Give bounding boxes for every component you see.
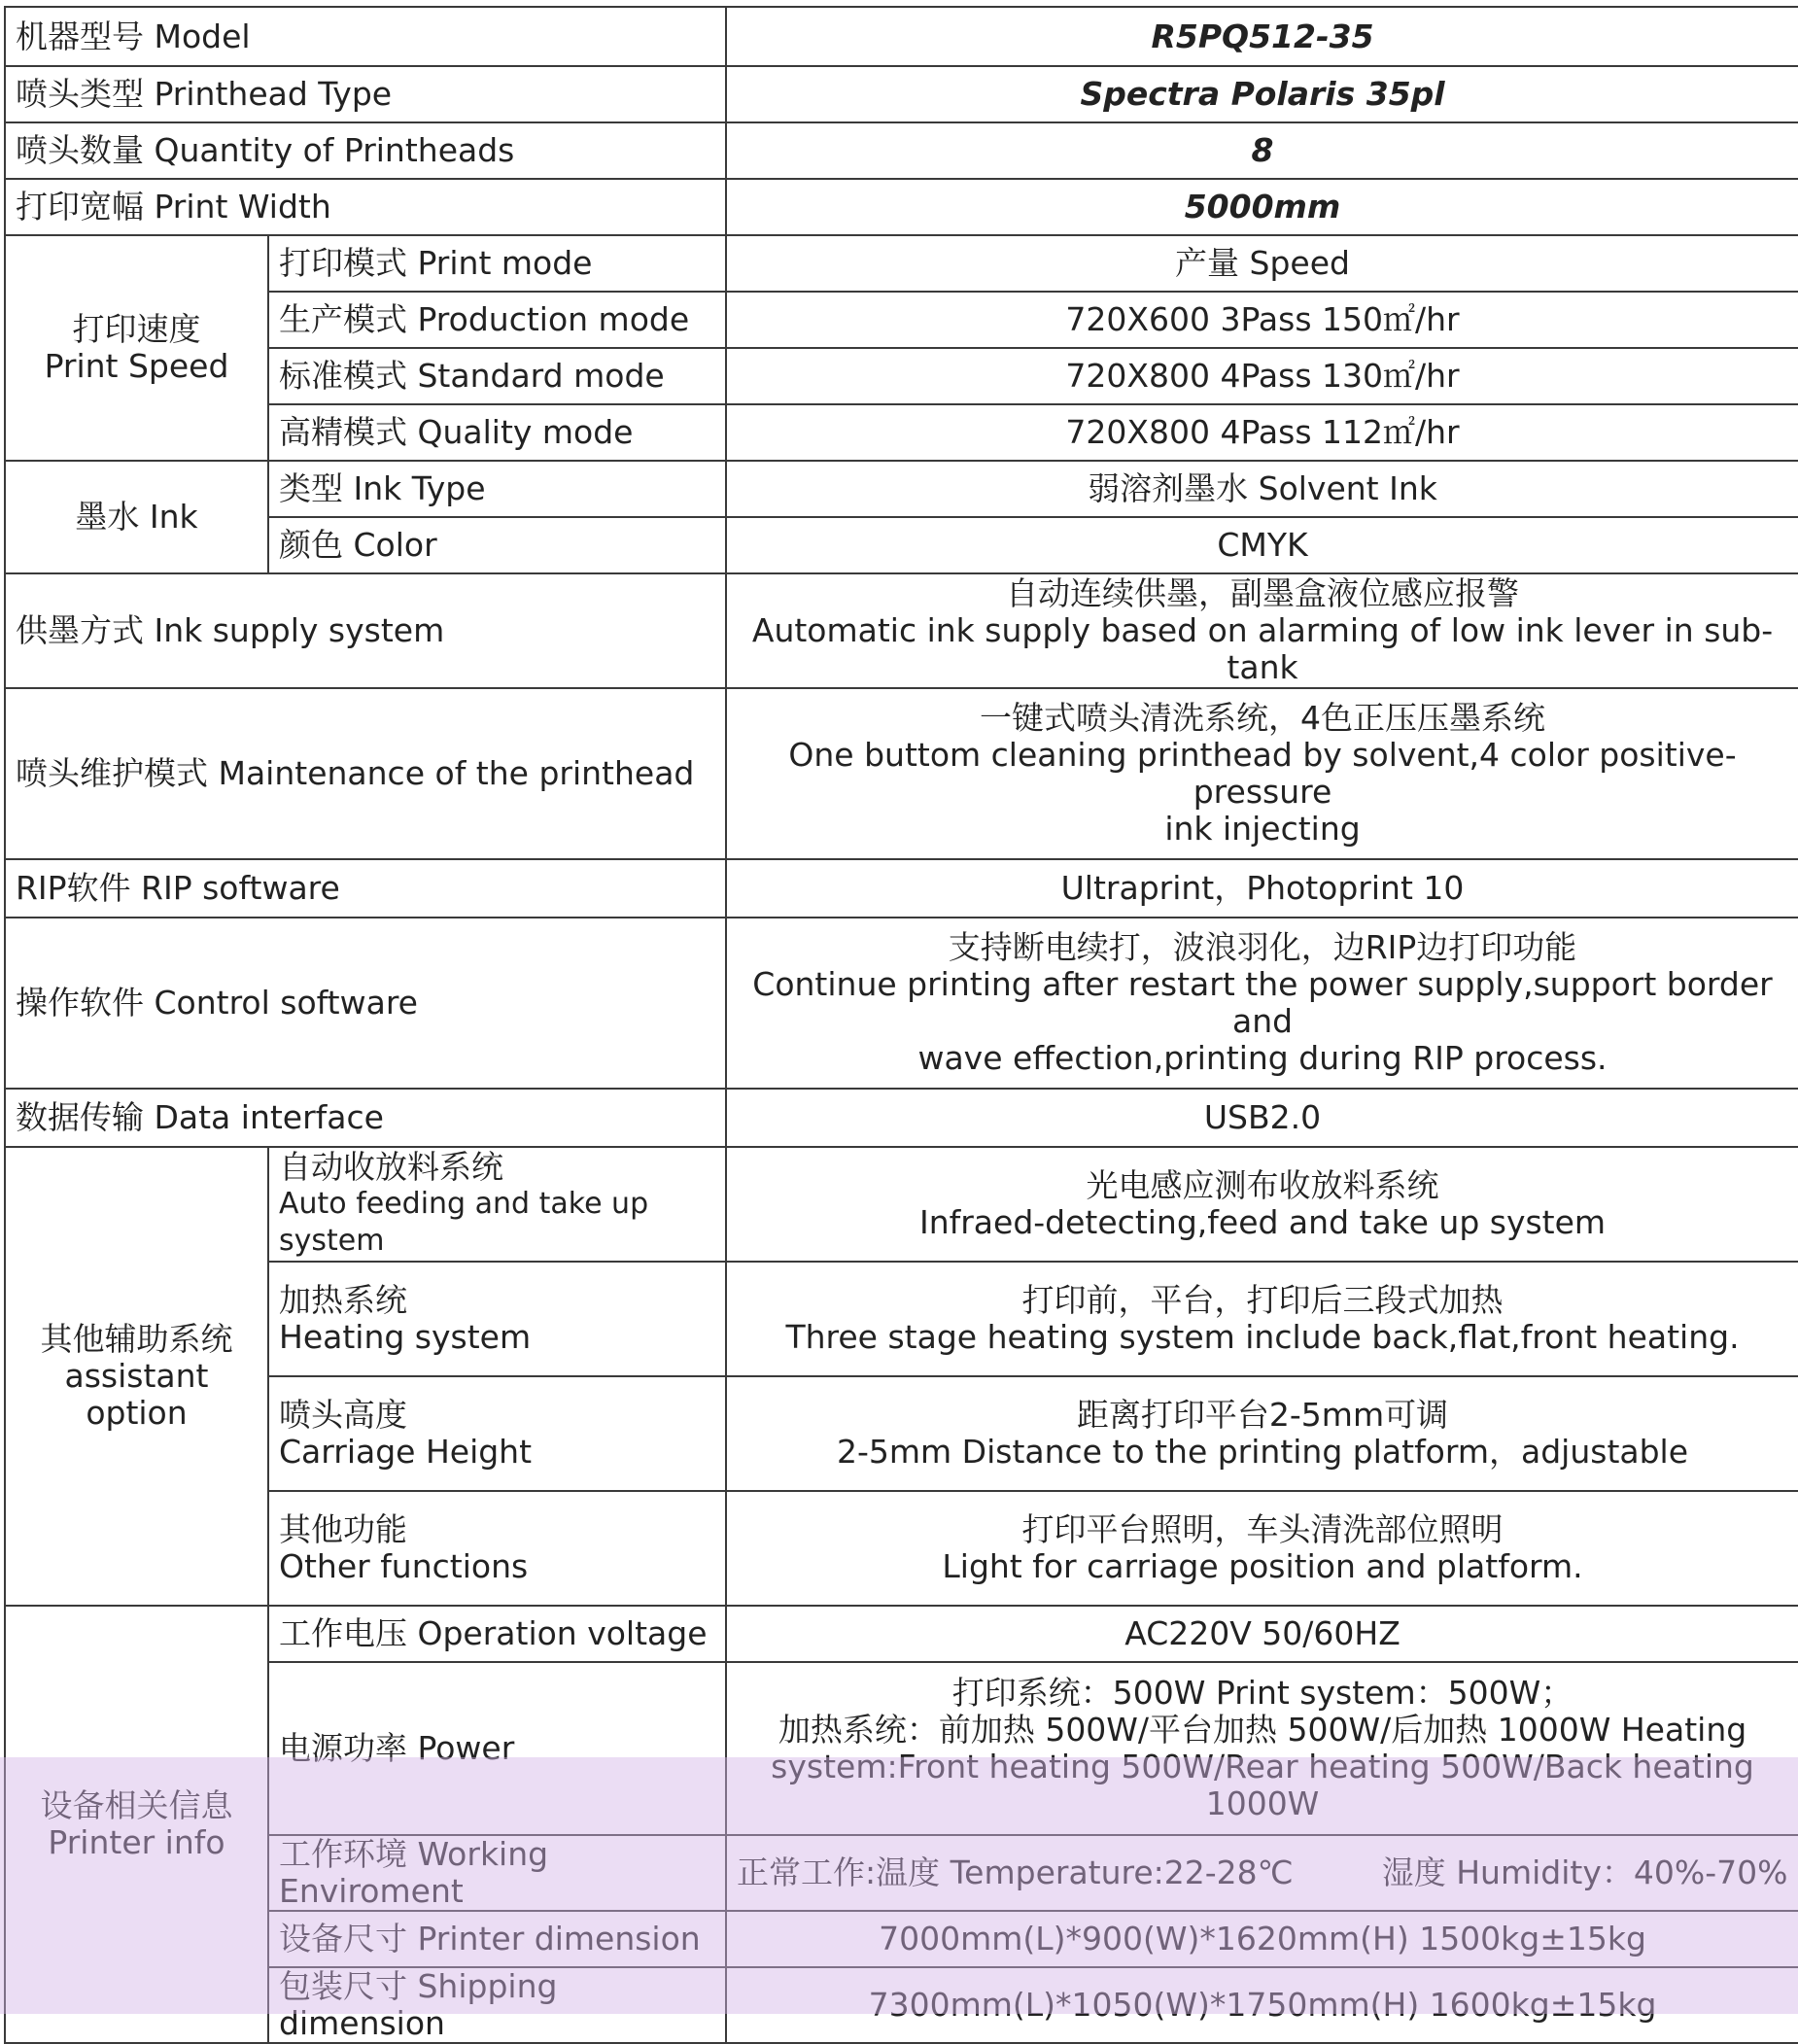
printer-info-group-en: Printer info <box>48 1823 225 1861</box>
printer-dimension-label: 设备尺寸 Printer dimension <box>268 1911 726 1967</box>
printhead-qty-label: 喷头数量 Quantity of Printheads <box>5 122 726 179</box>
environment-temperature: 正常工作:温度 Temperature:22-28℃ <box>737 1853 1294 1891</box>
power-value-line2: 加热系统：前加热 500W/平台加热 500W/后加热 1000W Heating <box>778 1711 1747 1749</box>
table-row <box>5 348 1798 404</box>
other-functions-value-en: Light for carriage position and platform. <box>942 1547 1583 1585</box>
carriage-height-label <box>268 1376 726 1491</box>
assistant-group-cn: 其他辅助系统 <box>40 1320 233 1358</box>
power-value-line1: 打印系统：500W Print system：500W； <box>951 1674 1573 1712</box>
table-row <box>5 859 1798 918</box>
power-value-line3: system:Front heating 500W/Rear heating 500W/Back heating <box>771 1748 1754 1785</box>
table-row <box>5 1491 1798 1606</box>
print-speed-group-cn: 打印速度 <box>72 310 201 348</box>
other-functions-label <box>268 1491 726 1606</box>
ink-color-label: 颜色 Color <box>268 517 726 573</box>
other-functions-label-en: Other functions <box>279 1547 529 1585</box>
ink-type-value: 弱溶剂墨水 Solvent Ink <box>726 461 1798 517</box>
auto-feeding-value-en: Infraed-detecting,feed and take up system <box>918 1203 1607 1241</box>
maintenance-value-cn: 一键式喷头清洗系统，4色正压压墨系统 <box>980 699 1546 737</box>
table-row <box>5 1662 1798 1835</box>
heating-value-cn: 打印前，平台，打印后三段式加热 <box>1021 1281 1504 1319</box>
table-row <box>5 7 1798 66</box>
control-label: 操作软件 Control software <box>5 918 726 1089</box>
ink-color-value: CMYK <box>726 517 1798 573</box>
table-row <box>5 573 1798 688</box>
ink-supply-value-cn: 自动连续供墨，副墨盒液位感应报警 <box>1006 574 1520 612</box>
environment-value <box>726 1835 1798 1911</box>
table-row <box>5 517 1798 573</box>
heating-label-en: Heating system <box>279 1318 532 1356</box>
quality-mode-label: 高精模式 Quality mode <box>268 404 726 461</box>
assistant-group <box>5 1147 268 1606</box>
print-speed-group-en: Print Speed <box>44 347 229 385</box>
table-row <box>5 235 1798 292</box>
power-value-line4: 1000W <box>1205 1784 1320 1822</box>
table-row <box>5 1376 1798 1491</box>
data-interface-value: USB2.0 <box>726 1089 1798 1147</box>
other-functions-label-cn: 其他功能 <box>279 1510 407 1548</box>
ink-type-label: 类型 Ink Type <box>268 461 726 517</box>
production-mode-value: 720X600 3Pass 150㎡/hr <box>726 292 1798 348</box>
control-value-en1: Continue printing after restart the power supply,support border and <box>752 965 1773 1040</box>
heating-label <box>268 1262 726 1376</box>
model-value: R5PQ512-35 <box>726 7 1798 66</box>
ink-supply-label: 供墨方式 Ink supply system <box>5 573 726 688</box>
voltage-label: 工作电压 Operation voltage <box>268 1606 726 1662</box>
auto-feeding-label-cn: 自动收放料系统 <box>279 1148 503 1186</box>
table-row <box>5 1835 1798 1911</box>
control-value <box>726 918 1798 1089</box>
printer-info-group-cn: 设备相关信息 <box>40 1786 233 1824</box>
table-row <box>5 1606 1798 1662</box>
quality-mode-value: 720X800 4Pass 112㎡/hr <box>726 404 1798 461</box>
standard-mode-label: 标准模式 Standard mode <box>268 348 726 404</box>
environment-humidity: 湿度 Humidity：40%-70% <box>1381 1853 1788 1891</box>
table-row <box>5 1089 1798 1147</box>
table-row <box>5 1262 1798 1376</box>
table-row <box>5 1911 1798 1967</box>
maintenance-value <box>726 688 1798 859</box>
heating-value-en: Three stage heating system include back,flat,front heating. <box>785 1318 1740 1356</box>
rip-label: RIP软件 RIP software <box>5 859 726 918</box>
heating-value <box>726 1262 1798 1376</box>
table-row <box>5 918 1798 1089</box>
print-width-value: 5000mm <box>726 179 1798 235</box>
speed-mode-label: 打印模式 Print mode <box>268 235 726 292</box>
printhead-type-value: Spectra Polaris 35pl <box>726 66 1798 122</box>
production-mode-label: 生产模式 Production mode <box>268 292 726 348</box>
printhead-type-label: 喷头类型 Printhead Type <box>5 66 726 122</box>
carriage-height-value-en: 2-5mm Distance to the printing platform，adjustable <box>837 1433 1689 1471</box>
auto-feeding-label <box>268 1147 726 1262</box>
voltage-value: AC220V 50/60HZ <box>726 1606 1798 1662</box>
shipping-dimension-label: 包装尺寸 Shipping dimension <box>268 1967 726 2043</box>
standard-mode-value: 720X800 4Pass 130㎡/hr <box>726 348 1798 404</box>
ink-supply-value-en: Automatic ink supply based on alarming of low ink lever in sub-tank <box>751 611 1774 686</box>
carriage-height-label-en: Carriage Height <box>279 1433 533 1471</box>
model-label: 机器型号 Model <box>5 7 726 66</box>
table-row <box>5 1147 1798 1262</box>
printer-dimension-value: 7000mm(L)*900(W)*1620mm(H) 1500kg±15kg <box>726 1911 1798 1967</box>
data-interface-label: 数据传输 Data interface <box>5 1089 726 1147</box>
other-functions-value-cn: 打印平台照明，车头清洗部位照明 <box>1021 1510 1504 1548</box>
printer-info-group <box>5 1606 268 2043</box>
printhead-qty-value: 8 <box>726 122 1798 179</box>
table-row <box>5 1967 1798 2043</box>
shipping-dimension-value: 7300mm(L)*1050(W)*1750mm(H) 1600kg±15kg <box>726 1967 1798 2043</box>
carriage-height-value <box>726 1376 1798 1491</box>
maintenance-label: 喷头维护模式 Maintenance of the printhead <box>5 688 726 859</box>
print-speed-group <box>5 235 268 461</box>
control-value-cn: 支持断电续打，波浪羽化，边RIP边打印功能 <box>948 928 1577 966</box>
maintenance-value-en2: ink injecting <box>1164 810 1361 848</box>
print-width-label: 打印宽幅 Print Width <box>5 179 726 235</box>
maintenance-value-en1: One buttom cleaning printhead by solvent,4 color positive-pressure <box>788 736 1737 811</box>
table-row <box>5 122 1798 179</box>
carriage-height-label-cn: 喷头高度 <box>279 1396 407 1434</box>
power-value <box>726 1662 1798 1835</box>
other-functions-value <box>726 1491 1798 1606</box>
heating-label-cn: 加热系统 <box>279 1281 407 1319</box>
control-value-en2: wave effection,printing during RIP process. <box>917 1039 1608 1077</box>
environment-label: 工作环境 Working Enviroment <box>268 1835 726 1911</box>
auto-feeding-label-en: Auto feeding and take up system <box>279 1187 649 1258</box>
auto-feeding-value <box>726 1147 1798 1262</box>
speed-mode-value: 产量 Speed <box>726 235 1798 292</box>
rip-value: Ultraprint，Photoprint 10 <box>726 859 1798 918</box>
table-row <box>5 461 1798 517</box>
auto-feeding-value-cn: 光电感应测布收放料系统 <box>1086 1166 1439 1204</box>
assistant-group-en: assistant option <box>64 1357 209 1432</box>
ink-group: 墨水 Ink <box>5 461 268 573</box>
ink-supply-value <box>726 573 1798 688</box>
table-row <box>5 292 1798 348</box>
table-row <box>5 404 1798 461</box>
carriage-height-value-cn: 距离打印平台2-5mm可调 <box>1076 1396 1449 1434</box>
table-row <box>5 688 1798 859</box>
table-row <box>5 179 1798 235</box>
power-label: 电源功率 Power <box>268 1662 726 1835</box>
table-row <box>5 66 1798 122</box>
spec-table <box>4 6 1798 2044</box>
